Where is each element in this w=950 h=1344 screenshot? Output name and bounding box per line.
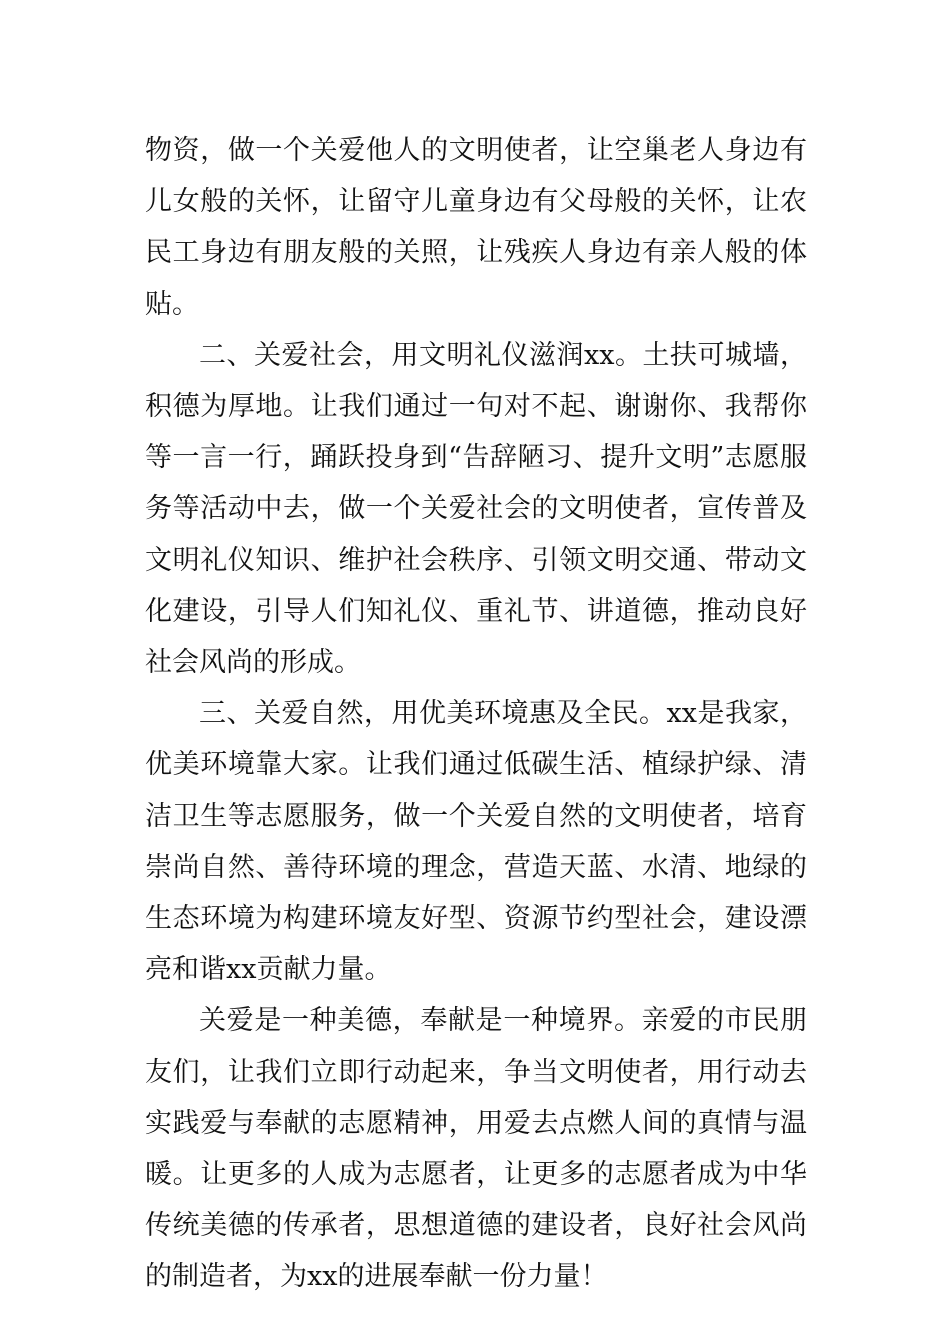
paragraph-continuation: 物资，做一个关爱他人的文明使者，让空巢老人身边有儿女般的关怀，让留守儿童身边有父母般的关怀，让农民工身边有朋友般的关照，让残疾人身边有亲人般的体贴。	[145, 135, 807, 320]
document-body	[145, 125, 807, 1303]
paragraph-closing-appeal: 关爱是一种美德，奉献是一种境界。亲爱的市民朋友们，让我们立即行动起来，争当文明使者，用行动去实践爱与奉献的志愿精神，用爱去点燃人间的真情与温暖。让更多的人成为志愿者，让更多的志愿者成为中华传统美德的传承者，思想道德的建设者，良好社会风尚的制造者，为xx的进展奉献一份力量！	[145, 1005, 807, 1293]
paragraph-care-for-society: 二、关爱社会，用文明礼仪滋润xx。土扶可城墙，积德为厚地。让我们通过一句对不起、谢谢你、我帮你等一言一行，踊跃投身到“告辞陋习、提升文明”志愿服务等活动中去，做一个关爱社会的文明使者，宣传普及文明礼仪知识、维护社会秩序、引领文明交通、带动文化建设，引导人们知礼仪、重礼节、讲道德，推动良好社会风尚的形成。	[145, 339, 807, 679]
paragraph-care-for-nature: 三、关爱自然，用优美环境惠及全民。xx是我家，优美环境靠大家。让我们通过低碳生活、植绿护绿、清洁卫生等志愿服务，做一个关爱自然的文明使者，培育崇尚自然、善待环境的理念，营造天蓝、水清、地绿的生态环境为构建环境友好型、资源节约型社会，建设漂亮和谐xx贡献力量。	[145, 698, 807, 986]
